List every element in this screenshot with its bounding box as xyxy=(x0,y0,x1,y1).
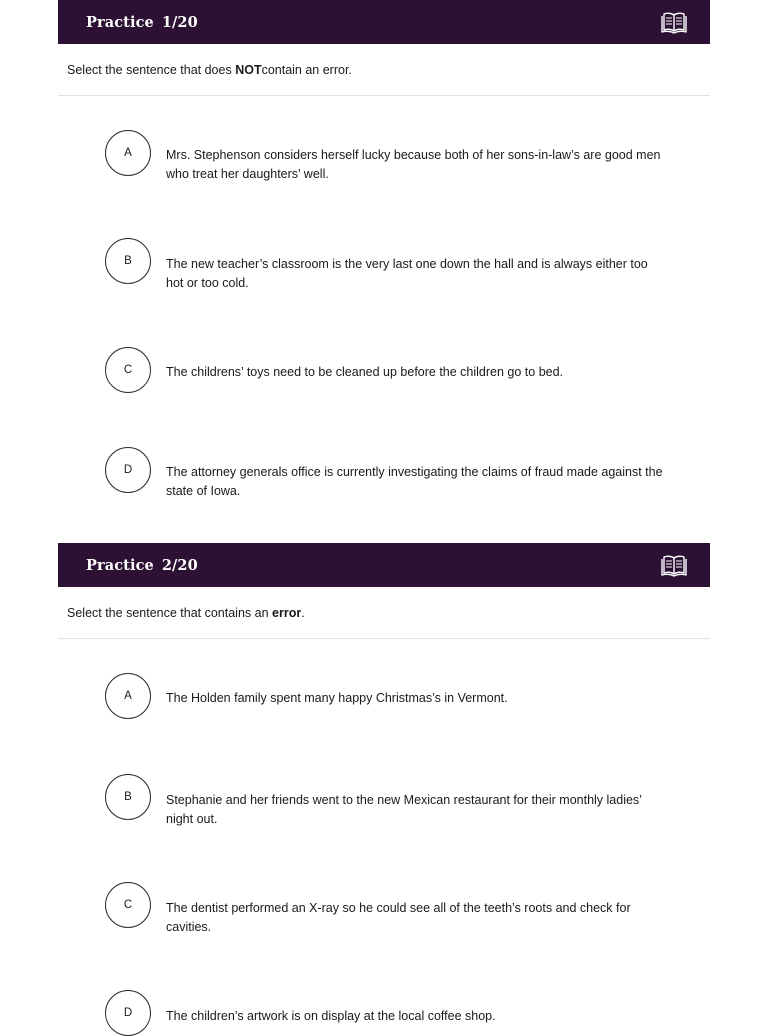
answer-option-b[interactable] xyxy=(105,238,665,293)
option-text: Stephanie and her friends went to the new Mexican restaurant for their monthly ladies’ night out. xyxy=(166,793,642,826)
question-header xyxy=(58,543,710,587)
option-text: The dentist performed an X-ray so he could see all of the teeth’s roots and check for cavities. xyxy=(166,901,631,934)
answer-option-c[interactable] xyxy=(105,882,665,937)
option-letter-badge[interactable]: C xyxy=(105,882,151,928)
answer-option-a[interactable] xyxy=(105,130,665,184)
question-prompt: Select the sentence that contains an error . xyxy=(58,587,710,639)
option-text: The childrens’ toys need to be cleaned up before the children go to bed. xyxy=(166,365,564,379)
question-title xyxy=(86,14,198,31)
option-letter-badge[interactable]: B xyxy=(105,238,151,284)
option-letter-badge[interactable]: A xyxy=(105,673,151,719)
option-text: Mrs. Stephenson considers herself lucky because both of her sons-in-law’s are good men who treat her daughters’ well. xyxy=(166,148,661,181)
answer-option-d[interactable] xyxy=(105,447,665,501)
open-book-icon[interactable] xyxy=(660,8,688,36)
practice-label: Practice xyxy=(86,13,154,31)
question-counter: 2/20 xyxy=(161,556,198,574)
option-letter-badge[interactable]: D xyxy=(105,447,151,493)
question-prompt: Select the sentence that does NOT contain an error. xyxy=(58,44,710,96)
option-text: The new teacher’s classroom is the very last one down the hall and is always either too hot or too cold. xyxy=(166,257,648,290)
answer-option-c[interactable] xyxy=(105,347,665,393)
open-book-icon[interactable] xyxy=(660,551,688,579)
question-title xyxy=(86,557,198,574)
question-card-1 xyxy=(58,0,710,498)
option-text: The Holden family spent many happy Christmas’s in Vermont. xyxy=(166,691,508,705)
option-letter-badge[interactable]: D xyxy=(105,990,151,1036)
option-letter-badge[interactable]: A xyxy=(105,130,151,176)
option-text: The attorney generals office is currently investigating the claims of fraud made against the state of Iowa. xyxy=(166,465,663,498)
answer-option-a[interactable] xyxy=(105,673,665,719)
question-card-2 xyxy=(58,543,710,1023)
answer-option-b[interactable] xyxy=(105,774,665,829)
option-text: The children’s artwork is on display at the local coffee shop. xyxy=(166,1009,496,1023)
answer-option-d[interactable] xyxy=(105,990,665,1036)
question-counter: 1/20 xyxy=(161,13,198,31)
option-letter-badge[interactable]: B xyxy=(105,774,151,820)
practice-label: Practice xyxy=(86,556,154,574)
option-letter-badge[interactable]: C xyxy=(105,347,151,393)
question-header xyxy=(58,0,710,44)
